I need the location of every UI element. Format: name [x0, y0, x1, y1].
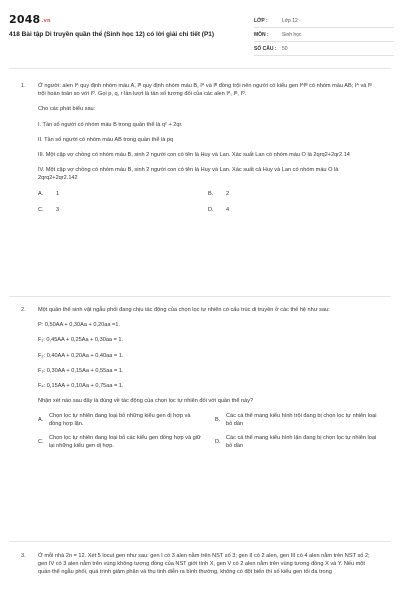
generation-f4: F₄: 0,15AA + 0,10Aa + 0,75aa = 1.	[38, 383, 124, 390]
meta-table	[254, 14, 394, 56]
logo-suffix: .vn	[41, 18, 51, 24]
meta-value: Lớp 12	[282, 17, 298, 24]
option-label: D.	[215, 439, 221, 446]
option-text: Các cá thể mang kiểu hình lặn đang bị chọn lọc tự nhiên loại bỏ dần	[226, 435, 377, 450]
option-c[interactable]	[38, 206, 208, 214]
generation-f1: F₁: 0,45AA + 0,25Aa + 0,30aa = 1.	[38, 337, 124, 344]
question-body	[38, 82, 378, 222]
meta-row-subject	[254, 28, 394, 42]
statement-1: I. Tần số người có nhóm máu B trong quần thể là q² + 2qr.	[38, 121, 183, 128]
option-c[interactable]	[38, 434, 201, 450]
question-stem: Ở mỗi nhà 2n = 12. Xét 5 locut gen như sau: gen I có 3 alen nằm trên NST số 3; gen II có 2 alen, gen III có 4 alen nằm trên NST số 2; gen IV có 3 alen nằm trên vùng không tương đồng của NST giới tính X, gen V có 2 alen nằm trên vùng tương đồng X và Y. Nếu một quần thể ngẫu phối, quá trình giảm phân và thụ tinh diễn ra bình thường, không có đột biến thì số kiểu gen tối đa trong	[38, 553, 370, 576]
generation-f3: F₃: 0,30AA + 0,15Aa + 0,55aa = 1.	[38, 367, 124, 374]
question-number: 1.	[21, 83, 26, 89]
answer-options	[38, 190, 378, 222]
option-d[interactable]	[208, 206, 378, 214]
question-body	[38, 306, 378, 456]
meta-value: 50	[282, 45, 288, 52]
option-text: Chọn lọc tự nhiên đang loại bỏ những kiểu gen dị hợp và đồng hợp lặn.	[49, 413, 191, 428]
meta-row-count	[254, 42, 394, 56]
statement-3: III. Một cặp vợ chồng có nhóm máu B, sinh 2 người con có tên là Huy và Lan. Xác suất Lan có nhóm máu O là 2qrq2+2qr2.14	[38, 152, 350, 159]
option-a[interactable]	[38, 190, 208, 198]
option-d[interactable]	[215, 434, 378, 450]
option-text: 1	[56, 190, 60, 197]
statement-intro: Cho các phát biểu sau:	[38, 106, 96, 113]
meta-key: SỐ CÂU :	[254, 45, 277, 52]
option-label: B.	[215, 417, 221, 424]
question-number: 2.	[21, 307, 26, 313]
statement-4: IV. Một cặp vợ chồng có nhóm máu B, sinh 2 người con có tên là Huy và Lan. Xác suất cả Huy và Lan có nhóm máu O là 2qrq2+2qr2.142	[38, 167, 339, 182]
question-number: 3.	[21, 553, 26, 559]
option-text: 3	[56, 206, 60, 213]
question-body	[38, 552, 378, 577]
question-divider	[9, 541, 391, 542]
option-text: Các cá thể mang kiểu hình trội đang bị chọn lọc tự nhiên loại bỏ dần	[226, 413, 377, 428]
document-title: 418 Bài tập Di truyền quần thể (Sinh học 12) có lời giải chi tiết (P1)	[9, 31, 215, 38]
generation-f2: F₂: 0,40AA + 0,20Aa + 0,40aa = 1.	[38, 352, 124, 359]
meta-key: LỚP :	[254, 17, 268, 24]
option-b[interactable]	[208, 190, 378, 198]
logo-text: 2048	[9, 13, 41, 26]
question-3	[0, 552, 400, 584]
option-label: C.	[38, 439, 44, 446]
meta-key: MÔN :	[254, 31, 269, 38]
question-2	[0, 306, 400, 456]
question-prompt: Nhận xét nào sau đây là đúng về tác động của chọn lọc tự nhiên đối với quần thể này?	[38, 398, 254, 405]
header	[0, 0, 400, 64]
option-label: B.	[208, 190, 214, 197]
option-label: A.	[38, 417, 44, 424]
statement-2: II. Tần số người có nhóm máu AB trong quần thể là pq	[38, 136, 174, 143]
option-label: D.	[208, 206, 214, 213]
option-b[interactable]	[215, 412, 378, 428]
generation-p: P: 0,50AA + 0,30Aa + 0,20aa =1.	[38, 322, 120, 329]
answer-options	[38, 412, 378, 456]
option-text: 2	[226, 190, 230, 197]
question-divider	[9, 296, 391, 297]
header-divider	[9, 68, 391, 69]
meta-value: Sinh học	[282, 31, 302, 38]
option-label: C.	[38, 206, 44, 213]
option-a[interactable]	[38, 412, 201, 428]
option-text: Chọn lọc tự nhiên đang loại bỏ các kiểu gen đồng hợp và giữ lại những kiểu gen dị hợp.	[49, 435, 201, 450]
question-stem: Một quần thể sinh vật ngẫu phối đang chịu tác động của chọn lọc tự nhiên có cấu trúc di truyền ở các thế hệ như sau:	[38, 307, 330, 313]
question-1	[0, 82, 400, 222]
option-label: A.	[38, 190, 44, 197]
meta-row-class	[254, 14, 394, 28]
site-logo[interactable]	[9, 13, 51, 26]
question-stem: Ở người: alen Iᴬ quy định nhóm máu A, Iᴮ quy định nhóm máu B, Iᴬ và Iᴮ đồng trội nên người có kiểu gen IᴬIᴮ có nhóm máu AB; Iᴬ và Iᴮ trội hoàn toàn so với Iᴼ. Gọi p, q, r lần lượt là tần số tương đối của các alen Iᴬ, Iᴮ, Iᴼ.	[38, 83, 372, 98]
option-text: 4	[226, 206, 230, 213]
